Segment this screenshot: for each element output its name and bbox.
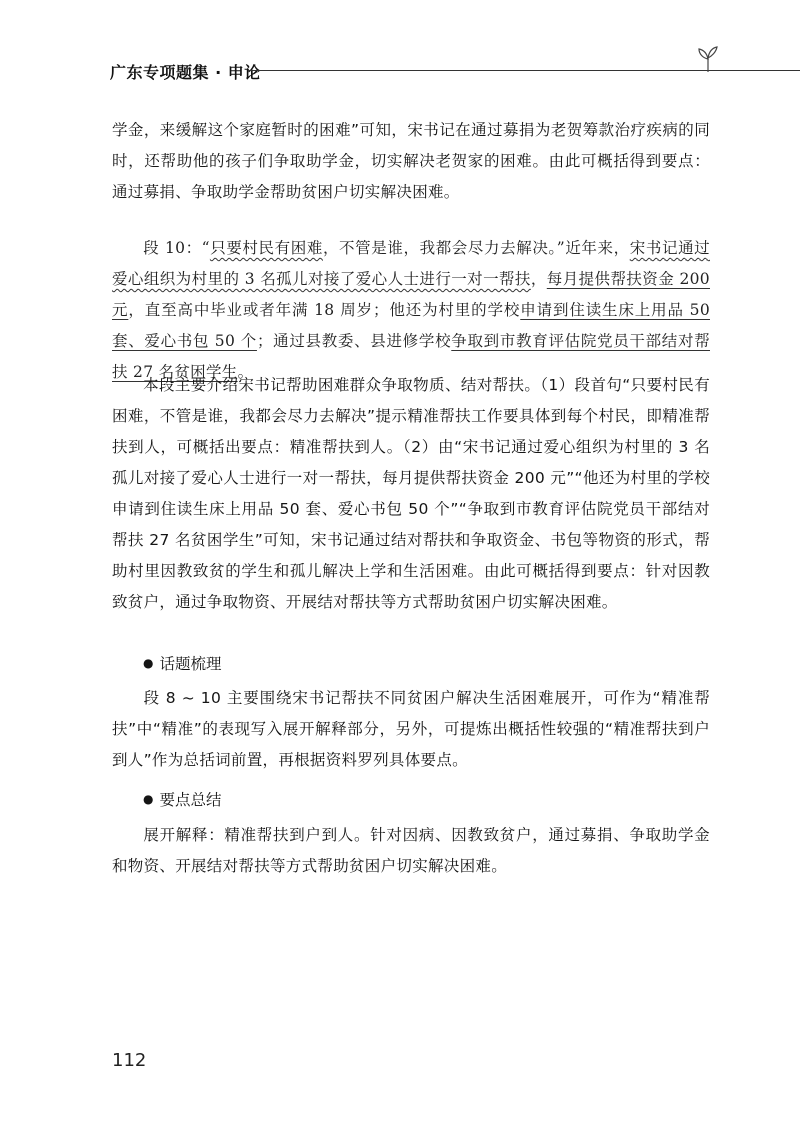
- heading-label: 话题梳理: [159, 655, 222, 673]
- paragraph-summary: [112, 820, 710, 882]
- heading-label: 要点总结: [159, 791, 222, 809]
- text-run: 。: [237, 363, 254, 381]
- underlined-text: 争取到市教育评估院党员干部结对帮扶 27 名贫困学生: [112, 332, 710, 381]
- text-run: 段 10：“: [143, 239, 210, 257]
- running-header: [110, 58, 720, 84]
- bullet-icon: ●: [143, 656, 154, 670]
- paragraph-topic-review: [112, 683, 710, 776]
- wavy-underlined-text: 宋书记通过爱心组织为村里的 3 名孤儿对接了爱心人士进行一对一帮扶: [112, 239, 710, 288]
- bullet-icon: ●: [143, 792, 154, 806]
- paragraph-section-10: [112, 233, 710, 388]
- paragraph-fund-conclusion: 学金，来缓解这个家庭暂时的困难”可知，宋书记在通过募捐为老贺筹款治疗疾病的同时，还帮助他的孩子们争取助学金，切实解决老贺家的困难。由此可概括得到要点：通过募捐、争取助学金帮助贫困户切实解决困难。: [112, 121, 710, 201]
- header-title: 广东专项题集 · 申论: [110, 63, 261, 82]
- text-run: 段 8 ~ 10 主要围绕宋书记帮扶不同贫困户解决生活困难展开，可作为“精准帮扶”中“精准”的表现写入展开解释部分，另外，可提炼出概括性较强的“精准帮扶到户到人”作为总括词前置，再根据资料罗列具体要点。: [112, 689, 710, 769]
- text-run: 本段主要介绍宋书记帮助困难群众争取物质、结对帮扶。（1）段首句“只要村民有困难，不管是谁，我都会尽力去解决”提示精准帮扶工作要具体到每个村民，即精准帮扶到人，可概括出要点：精准帮扶到人。（2）由“宋书记通过爱心组织为村里的 3 名孤儿对接了爱心人士进行一对一帮扶，每月提供帮扶资金 200 元”“他还为村里的学校申请到住读生床上用品 50 套、爱心书包 50 个”“争取到市教育评估院党员干部结对帮扶 27 名贫困学生”可知，宋书记通过结对帮扶和争取资金、书包等物资的形式，帮助村里因教致贫的学生和孤儿解决上学和生活困难。由此可概括得到要点：针对因教致贫户，通过争取物资、开展结对帮扶等方式帮助贫困户切实解决困难。: [112, 376, 710, 611]
- text-run: 展开解释：精准帮扶到户到人。针对因病、因教致贫户，通过募捐、争取助学金和物资、开展结对帮扶等方式帮助贫困户切实解决困难。: [112, 826, 710, 875]
- underlined-text: 每月提供帮扶资金 200 元: [112, 270, 710, 319]
- section-heading-summary: [112, 784, 222, 816]
- text-run: ，: [530, 270, 547, 288]
- wavy-underlined-text: 只要村民有困难: [209, 239, 323, 257]
- underlined-text: 申请到住读生床上用品 50 套、爱心书包 50 个: [112, 301, 710, 350]
- text-run: ，直至高中毕业或者年满 18 周岁；他还为村里的学校: [128, 301, 521, 319]
- paragraph-analysis: [112, 370, 710, 618]
- section-heading-topic: [112, 648, 222, 680]
- page-number: 112: [112, 1050, 147, 1071]
- text-run: ，不管是谁，我都会尽力去解决。”近年来，: [322, 239, 630, 257]
- sprout-icon: [693, 44, 723, 74]
- text-run: ；通过县教委、县进修学校: [256, 332, 452, 350]
